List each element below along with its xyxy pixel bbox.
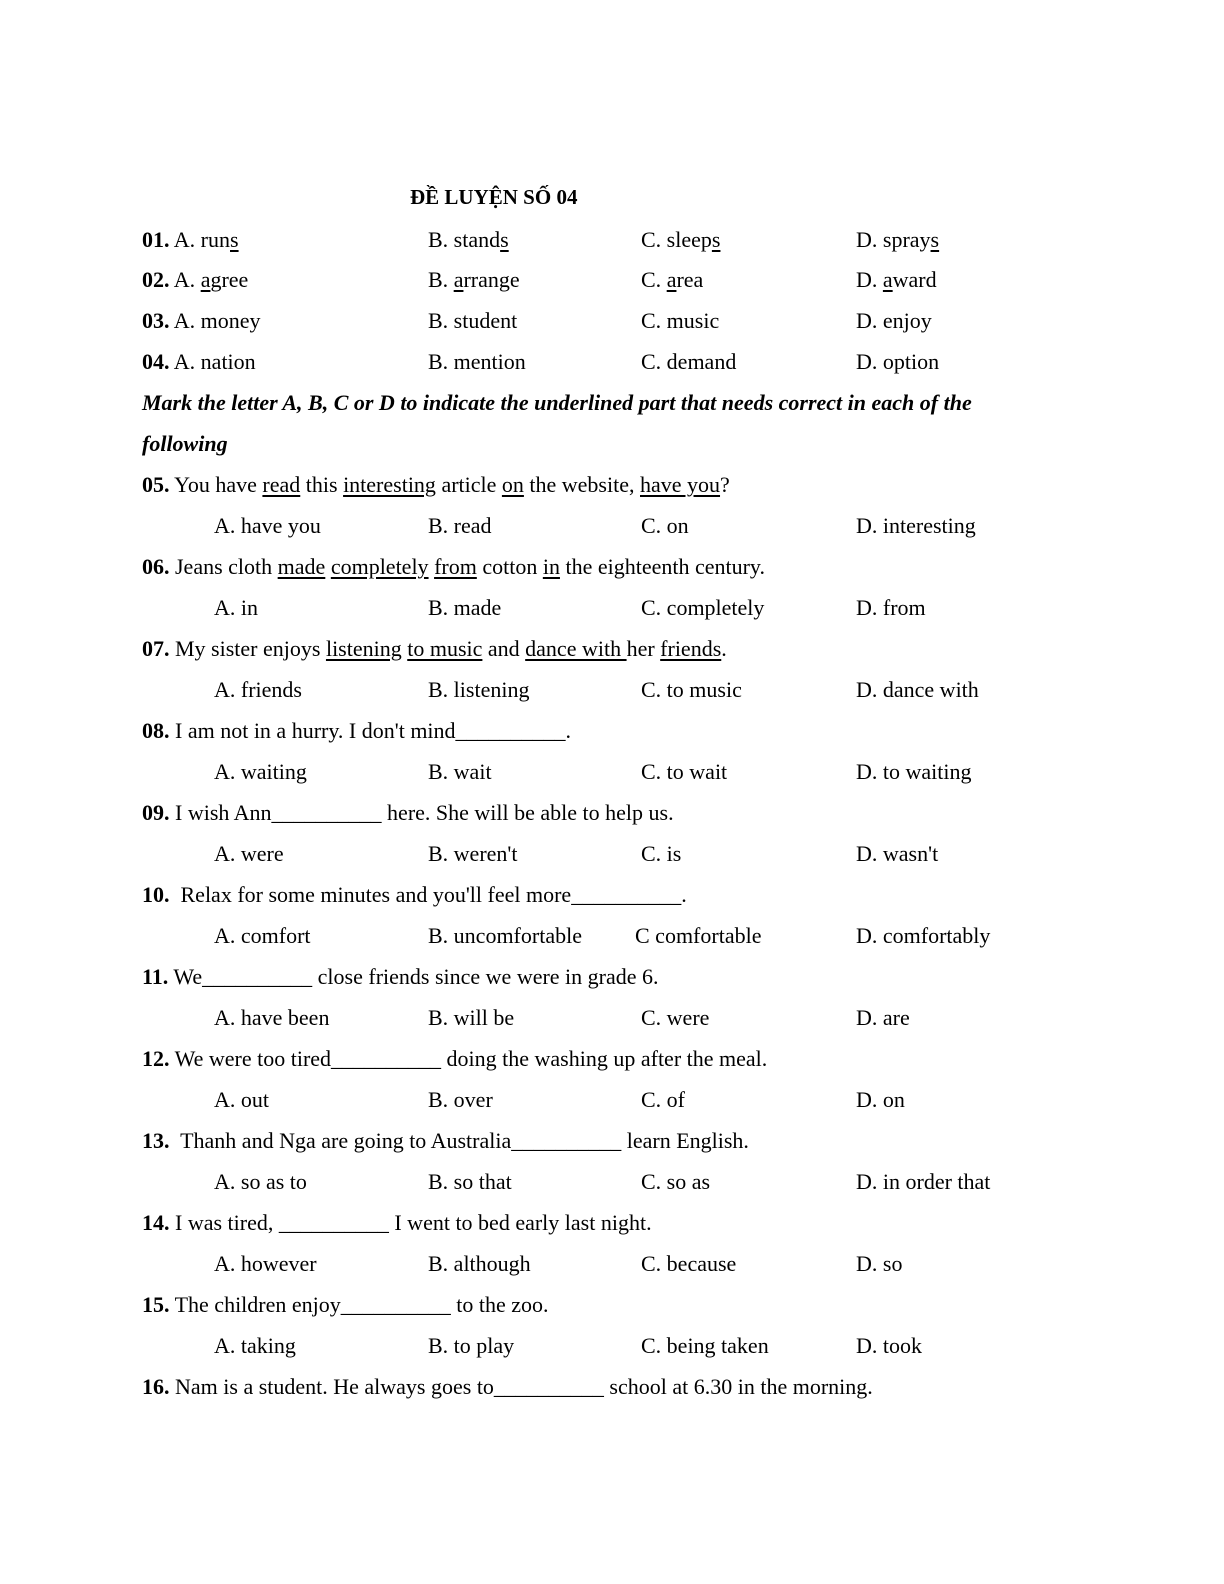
question-01 bbox=[0, 225, 1224, 255]
option-a: A. have been bbox=[214, 1005, 330, 1030]
option-a: A. were bbox=[214, 841, 284, 866]
question-text: 16. Nam is a student. He always goes to__________ school at 6.30 in the morning. bbox=[142, 1374, 873, 1399]
option-b: B. to play bbox=[428, 1333, 515, 1358]
question-number: 05. bbox=[142, 472, 170, 497]
option-a: 02. A. agree bbox=[142, 267, 249, 292]
question-14-options bbox=[0, 1249, 1224, 1279]
option-b: B. will be bbox=[428, 1005, 515, 1030]
option-a: A. comfort bbox=[214, 923, 311, 948]
question-text: 15. The children enjoy__________ to the zoo. bbox=[142, 1292, 549, 1317]
question-03 bbox=[0, 306, 1224, 336]
question-15-stem bbox=[0, 1290, 1224, 1320]
option-b: B. so that bbox=[428, 1169, 512, 1194]
option-c: C. were bbox=[641, 1005, 710, 1030]
question-13-stem bbox=[0, 1126, 1224, 1156]
option-d: D. are bbox=[856, 1005, 910, 1030]
option-d: D. dance with bbox=[856, 677, 979, 702]
question-10-stem bbox=[0, 880, 1224, 910]
option-d: D. interesting bbox=[856, 513, 976, 538]
option-b: B. over bbox=[428, 1087, 493, 1112]
option-b: B. although bbox=[428, 1251, 531, 1276]
question-number: 11. bbox=[142, 964, 169, 989]
option-d: D. from bbox=[856, 595, 926, 620]
question-number: 03. bbox=[142, 308, 170, 333]
option-c: C. on bbox=[641, 513, 689, 538]
option-b: B. arrange bbox=[428, 267, 520, 292]
option-c: C. so as bbox=[641, 1169, 711, 1194]
question-number: 09. bbox=[142, 800, 170, 825]
option-d: D. option bbox=[856, 349, 940, 374]
option-d: D. enjoy bbox=[856, 308, 932, 333]
option-c: C. of bbox=[641, 1087, 685, 1112]
option-b: B. made bbox=[428, 595, 502, 620]
question-number: 10. bbox=[142, 882, 170, 907]
option-d: D. took bbox=[856, 1333, 922, 1358]
option-b: B. stands bbox=[428, 227, 509, 252]
option-c: C. because bbox=[641, 1251, 737, 1276]
option-a: A. friends bbox=[214, 677, 302, 702]
option-c: C. demand bbox=[641, 349, 737, 374]
question-text: 14. I was tired, __________ I went to bed early last night. bbox=[142, 1210, 652, 1235]
option-c: C. area bbox=[641, 267, 704, 292]
question-number: 01. bbox=[142, 227, 170, 252]
option-b: B. weren't bbox=[428, 841, 518, 866]
question-number: 12. bbox=[142, 1046, 170, 1071]
option-d: D. on bbox=[856, 1087, 905, 1112]
option-a: 01. A. runs bbox=[142, 227, 239, 252]
option-b: B. uncomfortable bbox=[428, 923, 582, 948]
option-c: C. is bbox=[641, 841, 682, 866]
question-14-stem bbox=[0, 1208, 1224, 1238]
option-c: C comfortable bbox=[635, 923, 762, 948]
question-number: 13. bbox=[142, 1128, 170, 1153]
question-number: 04. bbox=[142, 349, 170, 374]
question-text: 07. My sister enjoys listening to music and dance with her friends. bbox=[142, 636, 727, 661]
question-16-stem bbox=[0, 1372, 1224, 1402]
option-b: B. student bbox=[428, 308, 518, 333]
option-b: B. listening bbox=[428, 677, 530, 702]
option-d: D. sprays bbox=[856, 227, 940, 252]
question-text: 13. Thanh and Nga are going to Australia__________ learn English. bbox=[142, 1128, 749, 1153]
question-05-options bbox=[0, 511, 1224, 541]
question-text: 11. We__________ close friends since we were in grade 6. bbox=[142, 964, 659, 989]
question-05-stem bbox=[0, 470, 1224, 500]
question-text: 12. We were too tired__________ doing the washing up after the meal. bbox=[142, 1046, 768, 1071]
option-a: A. in bbox=[214, 595, 258, 620]
option-a: 03. A. money bbox=[142, 308, 261, 333]
option-a: A. waiting bbox=[214, 759, 307, 784]
option-a: A. out bbox=[214, 1087, 269, 1112]
option-a: A. taking bbox=[214, 1333, 296, 1358]
option-a: 04. A. nation bbox=[142, 349, 256, 374]
question-text: 08. I am not in a hurry. I don't mind__________. bbox=[142, 718, 572, 743]
question-11-stem bbox=[0, 962, 1224, 992]
question-number: 15. bbox=[142, 1292, 170, 1317]
option-c: C. being taken bbox=[641, 1333, 769, 1358]
option-b: B. read bbox=[428, 513, 492, 538]
question-number: 08. bbox=[142, 718, 170, 743]
option-b: B. wait bbox=[428, 759, 492, 784]
question-02 bbox=[0, 265, 1224, 295]
question-text: 06. Jeans cloth made completely from cotton in the eighteenth century. bbox=[142, 554, 765, 579]
question-text: 10. Relax for some minutes and you'll feel more__________. bbox=[142, 882, 687, 907]
question-07-stem bbox=[0, 634, 1224, 664]
question-number: 07. bbox=[142, 636, 170, 661]
option-b: B. mention bbox=[428, 349, 526, 374]
question-number: 06. bbox=[142, 554, 170, 579]
question-12-stem bbox=[0, 1044, 1224, 1074]
option-a: A. however bbox=[214, 1251, 317, 1276]
question-09-options bbox=[0, 839, 1224, 869]
option-c: C. completely bbox=[641, 595, 765, 620]
option-c: C. to music bbox=[641, 677, 742, 702]
question-number: 02. bbox=[142, 267, 170, 292]
option-c: C. to wait bbox=[641, 759, 728, 784]
option-d: D. in order that bbox=[856, 1169, 991, 1194]
section-instruction-continued: following bbox=[142, 431, 228, 456]
question-08-options bbox=[0, 757, 1224, 787]
question-08-stem bbox=[0, 716, 1224, 746]
option-c: C. music bbox=[641, 308, 720, 333]
question-04 bbox=[0, 347, 1224, 377]
option-d: D. so bbox=[856, 1251, 903, 1276]
option-a: A. so as to bbox=[214, 1169, 307, 1194]
question-text: 05. You have read this interesting article on the website, have you? bbox=[142, 472, 730, 497]
question-number: 14. bbox=[142, 1210, 170, 1235]
option-d: D. award bbox=[856, 267, 937, 292]
question-09-stem bbox=[0, 798, 1224, 828]
page-title: ĐỀ LUYỆN SỐ 04 bbox=[410, 185, 578, 209]
option-d: D. to waiting bbox=[856, 759, 972, 784]
question-15-options bbox=[0, 1331, 1224, 1361]
question-13-options bbox=[0, 1167, 1224, 1197]
question-12-options bbox=[0, 1085, 1224, 1115]
question-number: 16. bbox=[142, 1374, 170, 1399]
option-d: D. wasn't bbox=[856, 841, 939, 866]
question-11-options bbox=[0, 1003, 1224, 1033]
question-06-stem bbox=[0, 552, 1224, 582]
question-10-options bbox=[0, 921, 1224, 951]
section-instruction: Mark the letter A, B, C or D to indicate the underlined part that needs correct in each of the bbox=[142, 390, 972, 415]
option-a: A. have you bbox=[214, 513, 321, 538]
question-text: 09. I wish Ann__________ here. She will be able to help us. bbox=[142, 800, 674, 825]
question-07-options bbox=[0, 675, 1224, 705]
question-06-options bbox=[0, 593, 1224, 623]
option-c: C. sleeps bbox=[641, 227, 721, 252]
option-d: D. comfortably bbox=[856, 923, 991, 948]
